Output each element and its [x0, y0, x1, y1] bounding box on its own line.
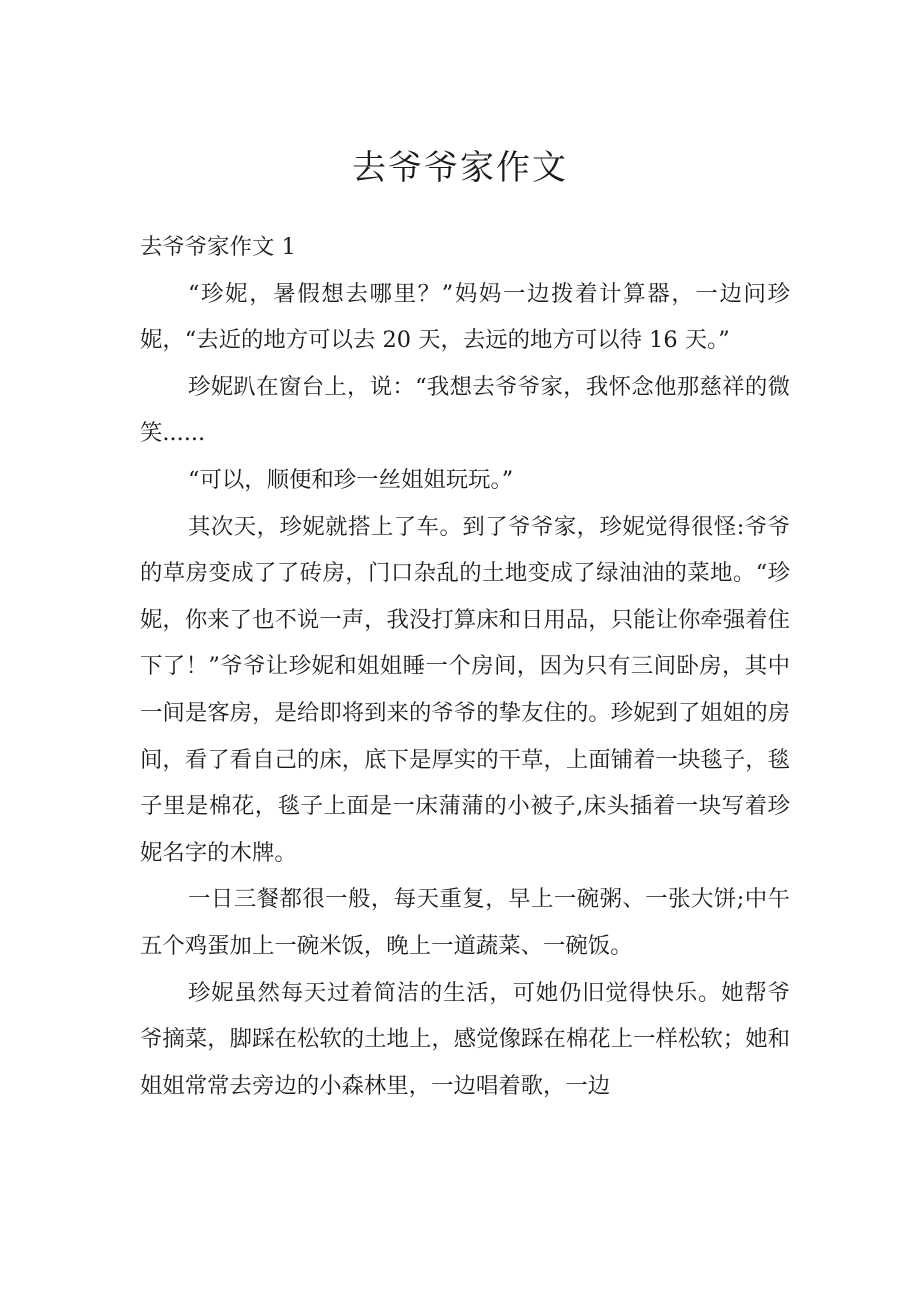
paragraph: 其次天，珍妮就搭上了车。到了爷爷家，珍妮觉得很怪:爷爷的草房变成了了砖房，门口杂乱的土地变成了绿油油的菜地。“珍妮，你来了也不说一声，我没打算床和日用品，只能让你牵强着住下了！”爷爷让珍妮和姐姐睡一个房间，因为只有三间卧房，其中一间是客房，是给即将到来的爷爷的挚友住的。珍妮到了姐姐的房间，看了看自己的床，底下是厚实的干草，上面铺着一块毯子，毯子里是棉花，毯子上面是一床蒲蒲的小被子,床头插着一块写着珍妮名字的木牌。: [140, 513, 790, 866]
section-heading: 去爷爷家作文 1: [140, 234, 296, 260]
paragraph: 珍妮趴在窗台上，说：“我想去爷爷家，我怀念他那慈祥的微笑......: [140, 373, 790, 447]
paragraph: “可以，顺便和珍一丝姐姐玩玩。”: [188, 466, 514, 493]
paragraph: 一日三餐都很一般，每天重复，早上一碗粥、一张大饼;中午五个鸡蛋加上一碗米饭，晚上一道蔬菜、一碗饭。: [140, 886, 790, 959]
paragraph: 珍妮虽然每天过着简洁的生活，可她仍旧觉得快乐。她帮爷爷摘菜，脚踩在松软的土地上，感觉像踩在棉花上一样松软；她和姐姐常常去旁边的小森林里，一边唱着歌，一边: [140, 979, 790, 1099]
paragraph: “珍妮，暑假想去哪里？”妈妈一边拨着计算器，一边问珍妮，“去近的地方可以去 20 天，去远的地方可以待 16 天。”: [140, 280, 790, 354]
document-body: [140, 224, 790, 1109]
document-title: 去爷爷家作文: [352, 148, 568, 188]
